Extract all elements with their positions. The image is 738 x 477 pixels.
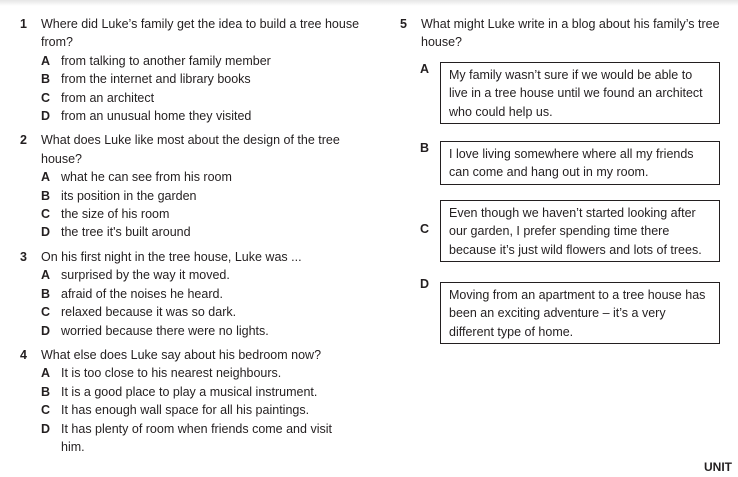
option-c[interactable] — [41, 401, 365, 419]
question-text: What does Luke like most about the design of the tree house? — [41, 133, 340, 166]
answer-box — [440, 62, 720, 124]
option-letter: C — [41, 90, 51, 105]
option-text: from the internet and library books — [61, 72, 251, 87]
option-text: from an unusual home they visited — [61, 109, 252, 124]
option-letter: C — [41, 305, 51, 320]
answer-box — [440, 141, 720, 185]
answer-box — [440, 200, 720, 262]
option-text: its position in the garden — [61, 188, 197, 203]
answer-letter: D — [420, 277, 430, 291]
option-text: from talking to another family member — [61, 53, 271, 68]
option-letter: B — [41, 384, 51, 399]
question-text: What else does Luke say about his bedroom now? — [41, 347, 322, 362]
answer-box — [440, 282, 720, 344]
option-letter: B — [41, 72, 51, 87]
answer-letter: C — [420, 222, 430, 236]
option-letter: A — [41, 53, 51, 68]
option-text: It has enough wall space for all his paintings. — [61, 403, 310, 418]
option-letter: C — [41, 207, 51, 222]
option-letter: C — [41, 403, 51, 418]
option-text: from an architect — [61, 90, 155, 105]
option-a[interactable] — [41, 266, 365, 284]
option-letter: B — [41, 188, 51, 203]
option-letter: D — [41, 421, 51, 436]
option-letter: D — [41, 109, 51, 124]
question-number: 4 — [20, 347, 27, 362]
option-text: afraid of the noises he heard. — [61, 286, 223, 301]
option-letter: D — [41, 323, 51, 338]
question-number: 3 — [20, 249, 27, 264]
question-4 — [20, 346, 365, 456]
option-text: what he can see from his room — [61, 170, 232, 185]
option-b[interactable] — [41, 383, 365, 401]
top-rule — [0, 0, 738, 6]
option-text: the size of his room — [61, 207, 170, 222]
option-text: surprised by the way it moved. — [61, 268, 230, 283]
option-b[interactable] — [41, 285, 365, 303]
option-a[interactable] — [41, 168, 365, 186]
answer-letter: B — [420, 141, 430, 155]
option-c[interactable] — [41, 205, 365, 223]
option-text: the tree it's built around — [61, 225, 191, 240]
option-letter: A — [41, 366, 51, 381]
option-d[interactable] — [41, 420, 365, 457]
option-text: It has plenty of room when friends come and visit him. — [61, 421, 332, 454]
question-1 — [20, 15, 365, 125]
option-text: worried because there were no lights. — [61, 323, 269, 338]
answer-text: I love living somewhere where all my friends can come and hang out in my room. — [449, 147, 694, 180]
answer-text: Moving from an apartment to a tree house has been an exciting adventure – it’s a very different type of home. — [449, 288, 706, 339]
question-5 — [400, 15, 738, 52]
question-3 — [20, 248, 365, 340]
option-letter: B — [41, 286, 51, 301]
option-b[interactable] — [41, 187, 365, 205]
question-number: 5 — [400, 17, 407, 31]
answer-text: Even though we haven’t started looking after our garden, I prefer spending time there because it’s just wild flowers and lots of trees. — [449, 206, 702, 257]
answer-letter: A — [420, 62, 430, 76]
option-c[interactable] — [41, 89, 365, 107]
option-text: It is too close to his nearest neighbours. — [61, 366, 282, 381]
question-2 — [20, 131, 365, 241]
option-letter: A — [41, 170, 51, 185]
option-b[interactable] — [41, 70, 365, 88]
option-d[interactable] — [41, 322, 365, 340]
questions-left-column — [20, 15, 365, 462]
question-number: 1 — [20, 17, 27, 31]
option-a[interactable] — [41, 364, 365, 382]
option-d[interactable] — [41, 107, 365, 125]
option-a[interactable] — [41, 52, 365, 70]
option-text: relaxed because it was so dark. — [61, 305, 237, 320]
option-text: It is a good place to play a musical instrument. — [61, 384, 318, 399]
option-letter: A — [41, 268, 51, 283]
question-text: On his first night in the tree house, Luke was ... — [41, 249, 302, 264]
unit-label: UNIT — [704, 460, 732, 474]
question-number: 2 — [20, 133, 27, 148]
option-c[interactable] — [41, 303, 365, 321]
answer-text: My family wasn’t sure if we would be able to live in a tree house until we found an architect who could help us. — [449, 68, 703, 119]
question-5-column — [400, 15, 732, 339]
option-letter: D — [41, 225, 51, 240]
option-d[interactable] — [41, 223, 365, 241]
question-text: Where did Luke’s family get the idea to build a tree house from? — [41, 17, 360, 50]
question-text: What might Luke write in a blog about his family’s tree house? — [421, 17, 720, 50]
